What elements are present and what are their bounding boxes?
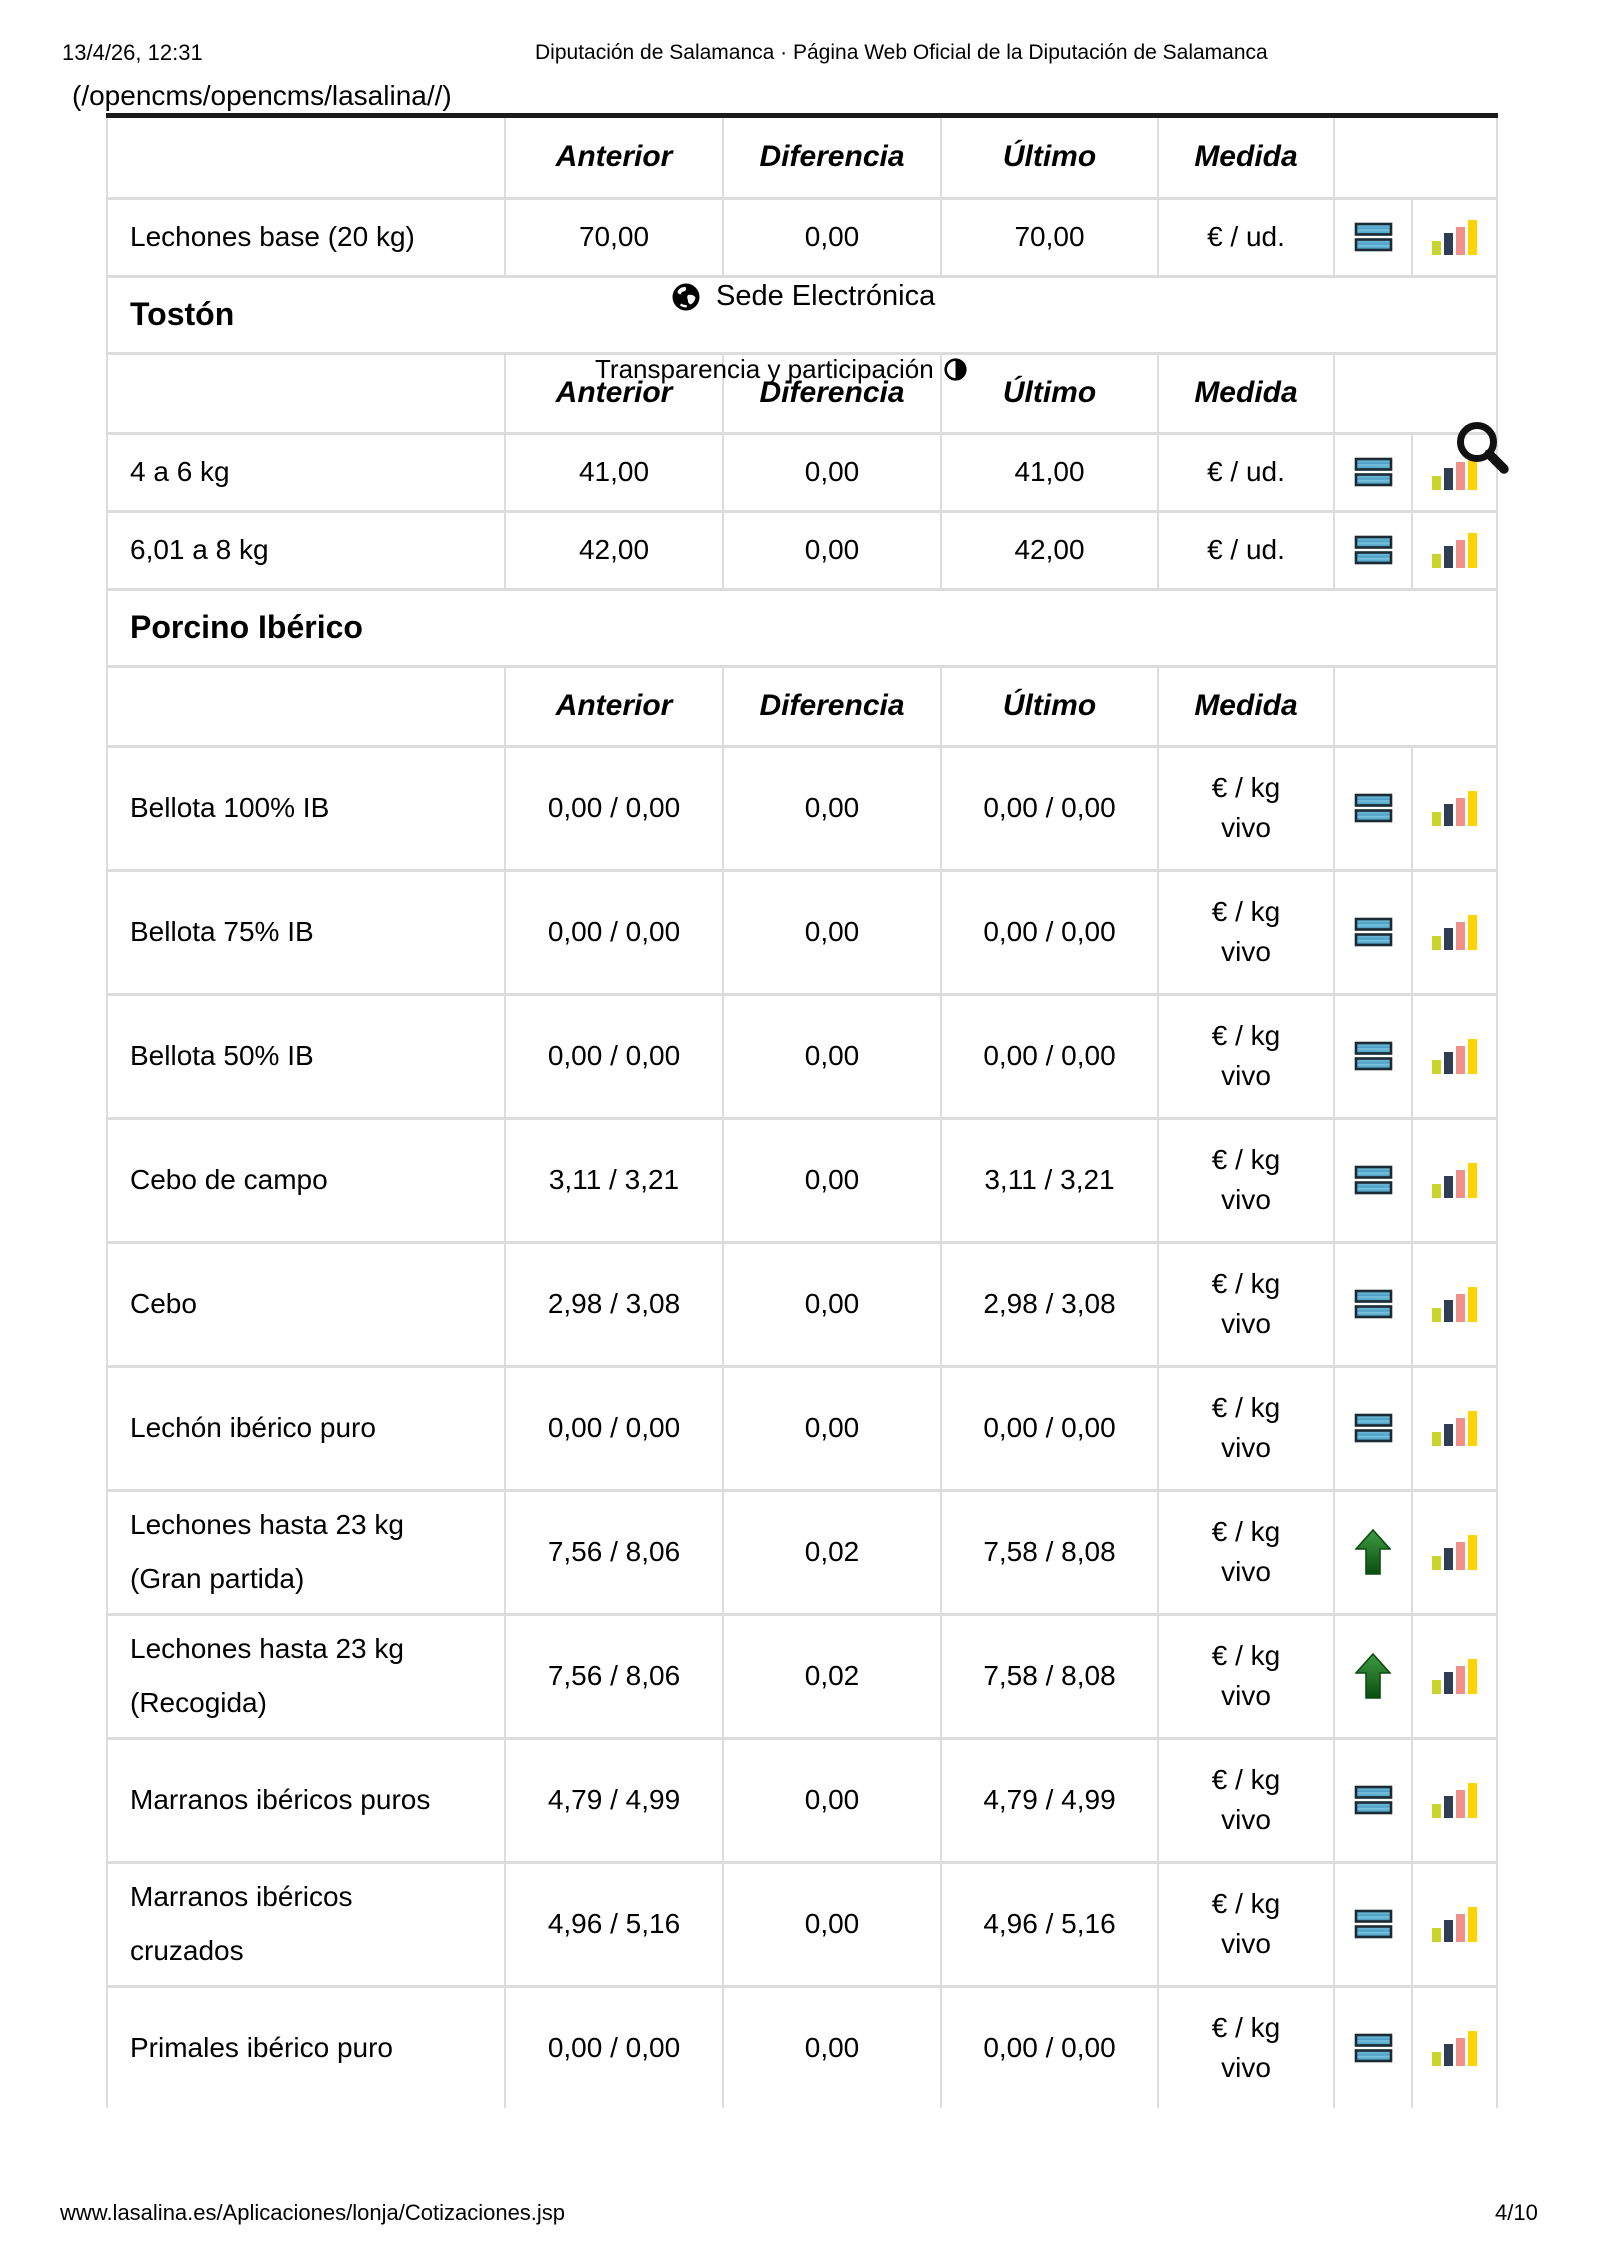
price-chart-icon[interactable] — [1432, 219, 1477, 255]
price-chart-icon[interactable] — [1432, 1906, 1477, 1942]
anterior-value-cell: 0,00 / 0,00 — [505, 746, 723, 870]
anterior-value-cell: 4,96 / 5,16 — [505, 1862, 723, 1986]
medida-cell — [1158, 1738, 1334, 1862]
anterior-value-cell: 0,00 / 0,00 — [505, 1986, 723, 2108]
chart-cell[interactable] — [1412, 1614, 1497, 1738]
medida-line: € / ud. — [1207, 221, 1285, 252]
medida-line: vivo — [1221, 1432, 1271, 1463]
medida-cell — [1158, 511, 1334, 589]
medida-line: € / kg — [1211, 1640, 1281, 1671]
ultimo-value-cell: 4,96 / 5,16 — [941, 1862, 1158, 1986]
table-row — [107, 1614, 1497, 1738]
product-name-cell: 6,01 a 8 kg — [107, 511, 505, 589]
column-header: Último — [941, 666, 1158, 746]
trend-cell — [1334, 1614, 1412, 1738]
no-change-icon — [1354, 793, 1393, 823]
print-footer-url: www.lasalina.es/Aplicaciones/lonja/Cotizaciones.jsp — [60, 2200, 566, 2225]
column-header: Diferencia — [723, 353, 941, 433]
medida-line: € / kg — [1211, 1516, 1281, 1547]
column-header-row — [107, 118, 1497, 198]
diferencia-value-cell: 0,00 — [723, 1118, 941, 1242]
trend-cell — [1334, 994, 1412, 1118]
corner-cell — [107, 353, 505, 433]
anterior-value-cell: 2,98 / 3,08 — [505, 1242, 723, 1366]
price-chart-icon[interactable] — [1432, 1286, 1477, 1322]
table-row — [107, 870, 1497, 994]
diferencia-value-cell: 0,02 — [723, 1490, 941, 1614]
ultimo-value-cell: 0,00 / 0,00 — [941, 746, 1158, 870]
no-change-icon — [1354, 535, 1393, 565]
section-title: Porcino Ibérico — [107, 589, 1497, 666]
chart-cell[interactable] — [1412, 1986, 1497, 2108]
quotations-table-wrap — [106, 113, 1498, 2108]
trend-cell — [1334, 1986, 1412, 2108]
menu-item-label: Sede Electrónica — [716, 280, 936, 312]
product-name-cell: Cebo — [107, 1242, 505, 1366]
no-change-icon — [1354, 457, 1393, 487]
chart-cell[interactable] — [1412, 1490, 1497, 1614]
anterior-value-cell: 0,00 / 0,00 — [505, 1366, 723, 1490]
print-header-title: Diputación de Salamanca · Página Web Oficial de la Diputación de Salamanca — [535, 41, 1268, 64]
ultimo-value-cell: 7,58 / 8,08 — [941, 1490, 1158, 1614]
medida-line: € / kg — [1211, 1020, 1281, 1051]
column-header: Anterior — [505, 118, 723, 198]
product-name-cell: Lechón ibérico puro — [107, 1366, 505, 1490]
chart-cell[interactable] — [1412, 1738, 1497, 1862]
ultimo-value-cell: 2,98 / 3,08 — [941, 1242, 1158, 1366]
anterior-value-cell: 3,11 / 3,21 — [505, 1118, 723, 1242]
no-change-icon — [1354, 2033, 1393, 2063]
diferencia-value-cell: 0,00 — [723, 746, 941, 870]
price-chart-icon[interactable] — [1432, 532, 1477, 568]
chart-cell[interactable] — [1412, 870, 1497, 994]
trend-cell — [1334, 433, 1412, 511]
medida-cell — [1158, 1118, 1334, 1242]
medida-line: vivo — [1221, 1060, 1271, 1091]
product-name-cell: Bellota 100% IB — [107, 746, 505, 870]
menu-item-label: Transparencia y participación — [595, 354, 934, 384]
ultimo-value-cell: 0,00 / 0,00 — [941, 1366, 1158, 1490]
medida-line: € / ud. — [1207, 456, 1285, 487]
table-row — [107, 746, 1497, 870]
chart-cell[interactable] — [1412, 198, 1497, 276]
breadcrumb-link[interactable]: (/opencms/opencms/lasalina//) — [72, 80, 452, 111]
section-title: Tostón — [107, 276, 1497, 353]
section-row — [107, 589, 1497, 666]
print-footer-page-number: 4/10 — [1495, 2200, 1538, 2225]
increase-arrow-icon — [1355, 1529, 1391, 1575]
product-name-cell: Marranos ibéricos puros — [107, 1738, 505, 1862]
diferencia-value-cell: 0,00 — [723, 511, 941, 589]
chart-cell[interactable] — [1412, 511, 1497, 589]
diferencia-value-cell: 0,00 — [723, 198, 941, 276]
no-change-icon — [1354, 1165, 1393, 1195]
chart-cell[interactable] — [1412, 1862, 1497, 1986]
increase-arrow-icon — [1355, 1653, 1391, 1699]
diferencia-value-cell: 0,00 — [723, 1862, 941, 1986]
no-change-icon — [1354, 1413, 1393, 1443]
product-name-cell: Cebo de campo — [107, 1118, 505, 1242]
product-name-cell: Marranos ibéricos cruzados — [107, 1862, 505, 1986]
price-chart-icon[interactable] — [1432, 1658, 1477, 1694]
table-row — [107, 198, 1497, 276]
medida-cell — [1158, 433, 1334, 511]
diferencia-value-cell: 0,02 — [723, 1614, 941, 1738]
diferencia-value-cell: 0,00 — [723, 870, 941, 994]
column-header: Medida — [1158, 118, 1334, 198]
price-chart-icon[interactable] — [1432, 914, 1477, 950]
trend-cell — [1334, 1118, 1412, 1242]
medida-line: vivo — [1221, 1308, 1271, 1339]
medida-cell — [1158, 198, 1334, 276]
medida-cell — [1158, 1242, 1334, 1366]
medida-line: vivo — [1221, 812, 1271, 843]
ultimo-value-cell: 41,00 — [941, 433, 1158, 511]
column-header: Último — [941, 353, 1158, 433]
trend-cell — [1334, 1366, 1412, 1490]
anterior-value-cell: 4,79 / 4,99 — [505, 1738, 723, 1862]
no-change-icon — [1354, 1909, 1393, 1939]
price-chart-icon[interactable] — [1432, 1038, 1477, 1074]
print-header-datetime: 13/4/26, 12:31 — [62, 40, 203, 65]
product-name-cell: Lechones base (20 kg) — [107, 198, 505, 276]
price-chart-icon[interactable] — [1432, 1534, 1477, 1570]
globe-icon — [672, 283, 700, 311]
quotations-table — [106, 118, 1498, 2108]
medida-line: € / kg — [1211, 896, 1281, 927]
no-change-icon — [1354, 1289, 1393, 1319]
anterior-value-cell: 41,00 — [505, 433, 723, 511]
ultimo-value-cell: 0,00 / 0,00 — [941, 1986, 1158, 2108]
column-header: Diferencia — [723, 666, 941, 746]
half-circle-icon — [944, 358, 967, 381]
ultimo-value-cell: 0,00 / 0,00 — [941, 870, 1158, 994]
icon-column-header — [1334, 118, 1497, 198]
table-row — [107, 994, 1497, 1118]
product-name-cell: 4 a 6 kg — [107, 433, 505, 511]
column-header-row — [107, 666, 1497, 746]
table-row — [107, 1490, 1497, 1614]
search-icon[interactable] — [1450, 414, 1512, 476]
diferencia-value-cell: 0,00 — [723, 433, 941, 511]
product-name-cell: Lechones hasta 23 kg (Gran partida) — [107, 1490, 505, 1614]
product-name-cell: Bellota 75% IB — [107, 870, 505, 994]
medida-line: vivo — [1221, 936, 1271, 967]
medida-line: vivo — [1221, 1680, 1271, 1711]
anterior-value-cell: 7,56 / 8,06 — [505, 1490, 723, 1614]
price-chart-icon[interactable] — [1432, 2030, 1477, 2066]
table-row — [107, 433, 1497, 511]
medida-cell — [1158, 1862, 1334, 1986]
icon-column-header — [1334, 666, 1497, 746]
chart-cell[interactable] — [1412, 994, 1497, 1118]
corner-cell — [107, 666, 505, 746]
table-row — [107, 1118, 1497, 1242]
table-row — [107, 1242, 1497, 1366]
medida-line: € / kg — [1211, 772, 1281, 803]
price-chart-icon[interactable] — [1432, 1162, 1477, 1198]
anterior-value-cell: 42,00 — [505, 511, 723, 589]
medida-line: € / kg — [1211, 1764, 1281, 1795]
trend-cell — [1334, 1862, 1412, 1986]
menu-item-sede-electronica[interactable] — [672, 280, 935, 313]
medida-cell — [1158, 1490, 1334, 1614]
anterior-value-cell: 0,00 / 0,00 — [505, 870, 723, 994]
price-chart-icon[interactable] — [1432, 1410, 1477, 1446]
trend-cell — [1334, 1738, 1412, 1862]
medida-line: vivo — [1221, 1804, 1271, 1835]
medida-line: € / kg — [1211, 1888, 1281, 1919]
anterior-value-cell: 70,00 — [505, 198, 723, 276]
medida-line: vivo — [1221, 1184, 1271, 1215]
column-header: Medida — [1158, 353, 1334, 433]
no-change-icon — [1354, 222, 1393, 252]
medida-line: € / kg — [1211, 1392, 1281, 1423]
medida-cell — [1158, 1986, 1334, 2108]
diferencia-value-cell: 0,00 — [723, 1986, 941, 2108]
ultimo-value-cell: 4,79 / 4,99 — [941, 1738, 1158, 1862]
medida-line: vivo — [1221, 2052, 1271, 2083]
column-header: Último — [941, 118, 1158, 198]
product-name-cell: Primales ibérico puro — [107, 1986, 505, 2108]
chart-cell[interactable] — [1412, 1118, 1497, 1242]
column-header: Anterior — [505, 353, 723, 433]
no-change-icon — [1354, 1041, 1393, 1071]
trend-cell — [1334, 1242, 1412, 1366]
chart-cell[interactable] — [1412, 1242, 1497, 1366]
medida-line: € / ud. — [1207, 534, 1285, 565]
medida-cell — [1158, 994, 1334, 1118]
ultimo-value-cell: 3,11 / 3,21 — [941, 1118, 1158, 1242]
medida-line: € / kg — [1211, 2012, 1281, 2043]
table-row — [107, 511, 1497, 589]
product-name-cell: Lechones hasta 23 kg (Recogida) — [107, 1614, 505, 1738]
trend-cell — [1334, 870, 1412, 994]
ultimo-value-cell: 42,00 — [941, 511, 1158, 589]
price-chart-icon[interactable] — [1432, 790, 1477, 826]
diferencia-value-cell: 0,00 — [723, 1242, 941, 1366]
column-header: Diferencia — [723, 118, 941, 198]
column-header: Medida — [1158, 666, 1334, 746]
product-name-cell: Bellota 50% IB — [107, 994, 505, 1118]
diferencia-value-cell: 0,00 — [723, 1738, 941, 1862]
diferencia-value-cell: 0,00 — [723, 1366, 941, 1490]
ultimo-value-cell: 7,58 / 8,08 — [941, 1614, 1158, 1738]
medida-cell — [1158, 1366, 1334, 1490]
medida-cell — [1158, 1614, 1334, 1738]
trend-cell — [1334, 198, 1412, 276]
table-row — [107, 1986, 1497, 2108]
trend-cell — [1334, 511, 1412, 589]
table-row — [107, 1366, 1497, 1490]
menu-item-transparencia[interactable] — [595, 354, 967, 385]
anterior-value-cell: 7,56 / 8,06 — [505, 1614, 723, 1738]
chart-cell[interactable] — [1412, 1366, 1497, 1490]
medida-line: € / kg — [1211, 1144, 1281, 1175]
no-change-icon — [1354, 1785, 1393, 1815]
column-header: Anterior — [505, 666, 723, 746]
table-row — [107, 1738, 1497, 1862]
price-chart-icon[interactable] — [1432, 1782, 1477, 1818]
table-row — [107, 1862, 1497, 1986]
medida-line: vivo — [1221, 1556, 1271, 1587]
no-change-icon — [1354, 917, 1393, 947]
medida-cell — [1158, 746, 1334, 870]
trend-cell — [1334, 746, 1412, 870]
trend-cell — [1334, 1490, 1412, 1614]
ultimo-value-cell: 70,00 — [941, 198, 1158, 276]
corner-cell — [107, 118, 505, 198]
diferencia-value-cell: 0,00 — [723, 994, 941, 1118]
medida-cell — [1158, 870, 1334, 994]
anterior-value-cell: 0,00 / 0,00 — [505, 994, 723, 1118]
medida-line: € / kg — [1211, 1268, 1281, 1299]
chart-cell[interactable] — [1412, 746, 1497, 870]
medida-line: vivo — [1221, 1928, 1271, 1959]
ultimo-value-cell: 0,00 / 0,00 — [941, 994, 1158, 1118]
